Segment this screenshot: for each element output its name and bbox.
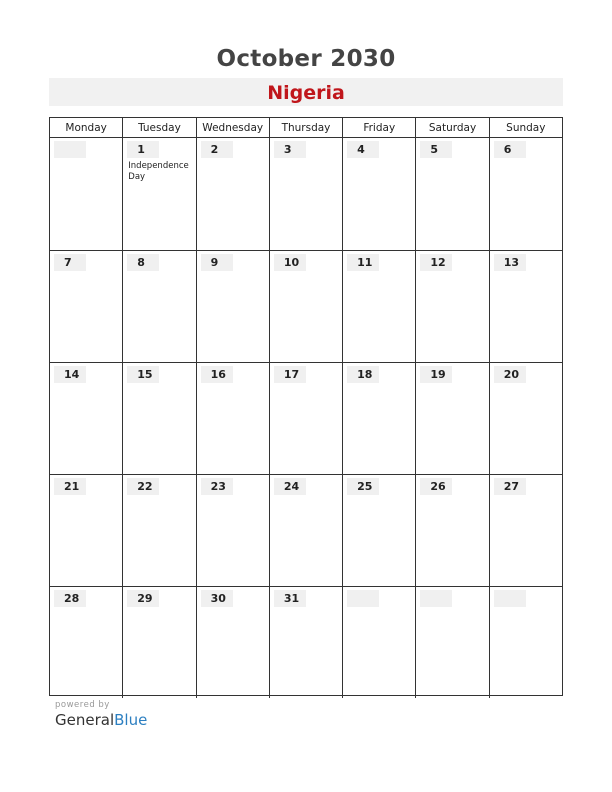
day-number: 22 — [127, 478, 159, 495]
day-number: 21 — [54, 478, 86, 495]
day-cell[interactable] — [342, 251, 415, 362]
day-number: 18 — [347, 366, 379, 383]
day-number: 19 — [420, 366, 452, 383]
day-cell[interactable] — [269, 138, 342, 250]
day-number: 16 — [201, 366, 233, 383]
day-number: 8 — [127, 254, 159, 271]
day-number — [494, 590, 526, 607]
day-cell[interactable] — [342, 363, 415, 474]
day-cell[interactable] — [50, 475, 122, 586]
day-cell[interactable] — [122, 363, 195, 474]
day-cell[interactable] — [342, 475, 415, 586]
day-number: 7 — [54, 254, 86, 271]
weekday-wednesday: Wednesday — [196, 118, 269, 137]
day-cell[interactable] — [196, 138, 269, 250]
day-number: 13 — [494, 254, 526, 271]
day-cell[interactable] — [489, 138, 562, 250]
footer-branding — [55, 700, 147, 729]
day-number: 4 — [347, 141, 379, 158]
day-cell[interactable] — [196, 363, 269, 474]
day-cell[interactable] — [269, 251, 342, 362]
day-number: 3 — [274, 141, 306, 158]
calendar-grid — [49, 117, 563, 696]
day-number: 31 — [274, 590, 306, 607]
day-number: 29 — [127, 590, 159, 607]
day-number: 27 — [494, 478, 526, 495]
day-cell[interactable] — [489, 251, 562, 362]
weekday-friday: Friday — [342, 118, 415, 137]
week-row — [50, 138, 562, 250]
day-number: 2 — [201, 141, 233, 158]
day-number: 14 — [54, 366, 86, 383]
calendar-title: October 2030 — [216, 46, 396, 72]
day-number: 25 — [347, 478, 379, 495]
weekday-tuesday: Tuesday — [122, 118, 195, 137]
weekday-saturday: Saturday — [415, 118, 488, 137]
brand-general: General — [55, 711, 115, 729]
day-cell[interactable] — [196, 587, 269, 698]
day-number: 6 — [494, 141, 526, 158]
weekday-header — [50, 118, 562, 138]
brand-logo[interactable] — [55, 711, 147, 729]
day-number: 30 — [201, 590, 233, 607]
day-cell[interactable] — [269, 587, 342, 698]
day-number: 26 — [420, 478, 452, 495]
day-cell[interactable] — [50, 587, 122, 698]
holiday-label: Independence Day — [128, 161, 189, 182]
day-cell[interactable] — [122, 587, 195, 698]
brand-blue: Blue — [114, 711, 148, 729]
week-row — [50, 474, 562, 586]
day-number: 20 — [494, 366, 526, 383]
day-number: 28 — [54, 590, 86, 607]
day-cell[interactable] — [269, 475, 342, 586]
day-cell[interactable] — [489, 475, 562, 586]
day-number: 1 — [127, 141, 159, 158]
day-number: 15 — [127, 366, 159, 383]
day-number: 24 — [274, 478, 306, 495]
day-number: 12 — [420, 254, 452, 271]
day-cell[interactable] — [489, 363, 562, 474]
day-cell[interactable] — [415, 587, 488, 698]
day-cell[interactable] — [50, 251, 122, 362]
day-cell[interactable] — [415, 138, 488, 250]
day-cell[interactable] — [415, 363, 488, 474]
weekday-thursday: Thursday — [269, 118, 342, 137]
day-cell[interactable] — [342, 587, 415, 698]
day-number: 9 — [201, 254, 233, 271]
day-cell[interactable] — [415, 475, 488, 586]
weekday-monday: Monday — [65, 122, 107, 134]
day-number: 23 — [201, 478, 233, 495]
day-cell[interactable] — [50, 363, 122, 474]
day-cell[interactable] — [269, 363, 342, 474]
powered-by-text: powered by — [55, 700, 110, 710]
day-number: 5 — [420, 141, 452, 158]
day-cell[interactable] — [196, 475, 269, 586]
weekday-sunday: Sunday — [489, 118, 562, 137]
day-number — [347, 590, 379, 607]
day-cell[interactable] — [122, 251, 195, 362]
country-name: Nigeria — [267, 82, 345, 104]
day-number: 10 — [274, 254, 306, 271]
day-cell[interactable] — [196, 251, 269, 362]
day-cell[interactable] — [122, 475, 195, 586]
day-cell[interactable] — [50, 138, 122, 250]
day-cell[interactable] — [489, 587, 562, 698]
day-number: 17 — [274, 366, 306, 383]
week-row — [50, 250, 562, 362]
country-banner — [49, 78, 563, 106]
day-number — [420, 590, 452, 607]
week-row — [50, 586, 562, 698]
day-cell[interactable] — [342, 138, 415, 250]
day-number: 11 — [347, 254, 379, 271]
day-cell[interactable] — [122, 138, 195, 250]
day-cell[interactable] — [415, 251, 488, 362]
week-row — [50, 362, 562, 474]
day-number — [54, 141, 86, 158]
